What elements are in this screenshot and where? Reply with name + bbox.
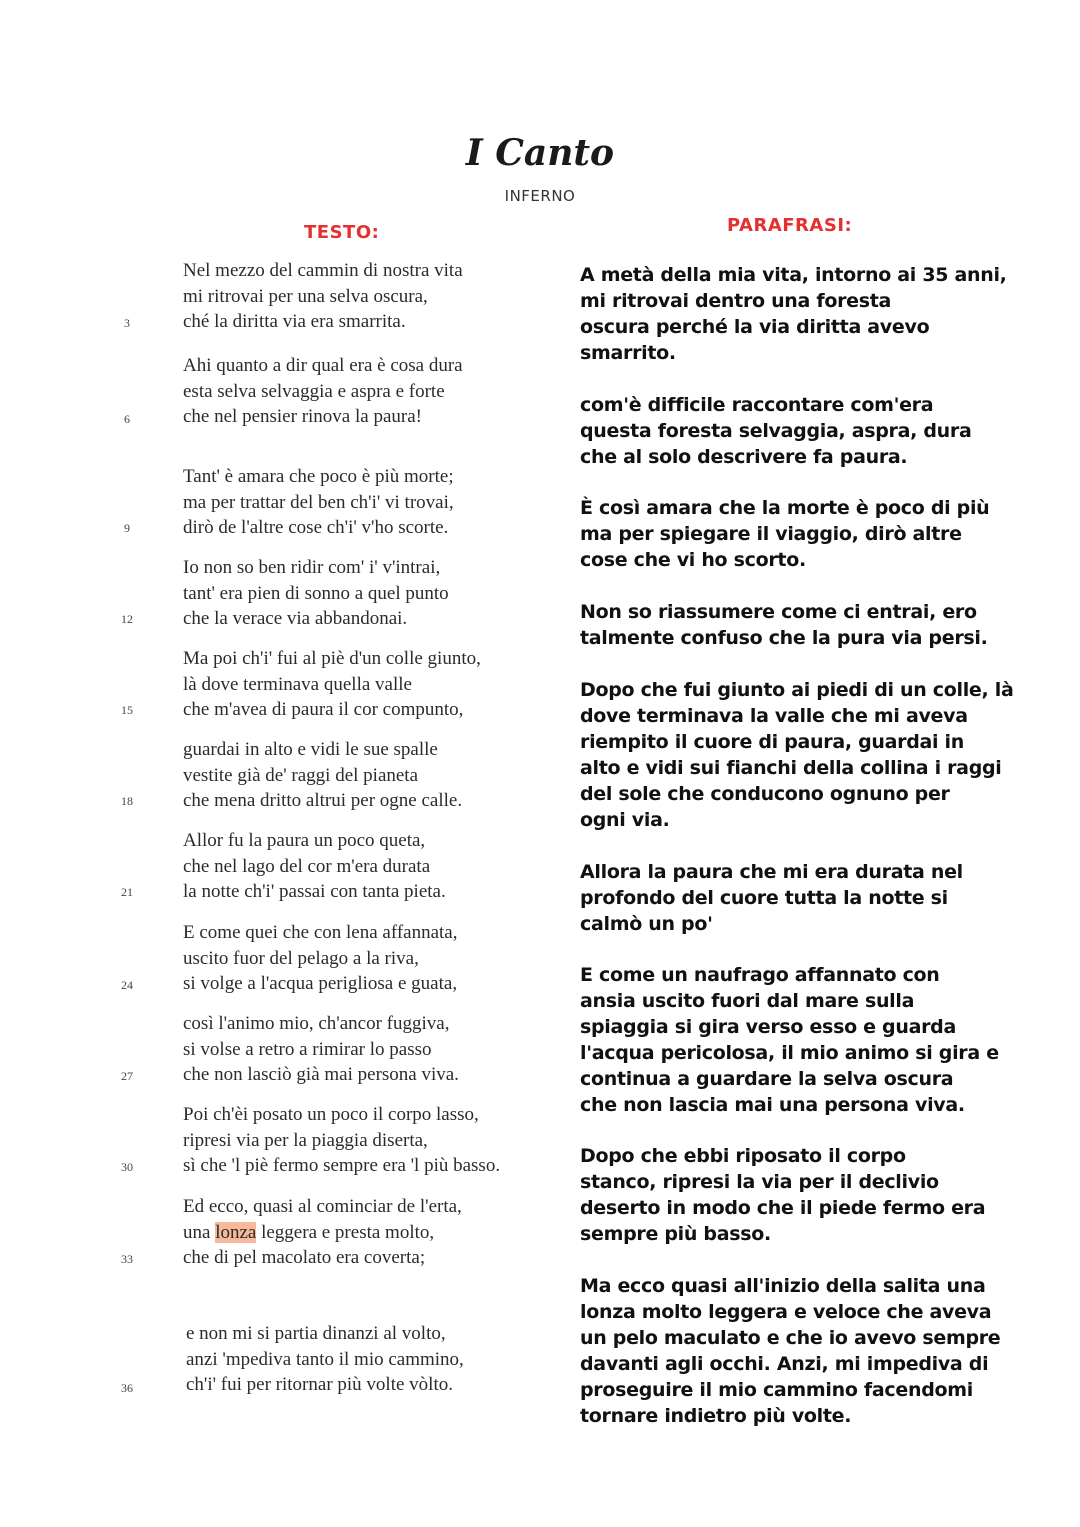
verse-line: ripresi via per la piaggia diserta,	[183, 1129, 428, 1151]
verse-line: guardai in alto e vidi le sue spalle	[183, 739, 438, 760]
paraphrase-line: stanco, ripresi la via per il declivio	[580, 1171, 939, 1193]
paraphrase-block	[580, 495, 1020, 573]
paraphrase-line: E come un naufrago affannato con	[580, 964, 940, 986]
line-number: 9	[124, 521, 130, 535]
verse-line: che m'avea di paura il cor compunto,	[183, 699, 464, 720]
paraphrase-block	[580, 962, 1020, 1118]
verse-line: si volse a retro a rimirar lo passo	[183, 1038, 432, 1060]
verse-line: E come quei che con lena affannata,	[183, 922, 458, 943]
page-title: I Canto	[465, 132, 615, 174]
verse-line: Tant' è amara che poco è più morte;	[183, 466, 454, 487]
verse-line	[183, 1220, 563, 1246]
paraphrase-block	[580, 677, 1020, 833]
verse-rest: leggera e presta molto,	[261, 1221, 435, 1243]
line-number: 21	[121, 885, 133, 899]
verse-line: così l'animo mio, ch'ancor fuggiva,	[183, 1013, 450, 1034]
line-number: 36	[121, 1381, 133, 1395]
tercet	[183, 258, 563, 335]
line-number: 30	[121, 1160, 133, 1174]
paraphrase-line: davanti agli occhi. Anzi, mi impediva di	[580, 1353, 989, 1375]
tercet	[183, 646, 563, 723]
line-number: 15	[121, 703, 133, 717]
paraphrase-line: cose che vi ho scorto.	[580, 549, 806, 571]
paraphrase-line: proseguire il mio cammino facendomi	[580, 1379, 973, 1401]
verse-line: ma per trattar del ben ch'i' vi trovai,	[183, 491, 454, 513]
tercet	[186, 1321, 566, 1398]
verse-line: Ed ecco, quasi al cominciar de l'erta,	[183, 1196, 462, 1217]
verse-line: Io non so ben ridir com' i' v'intrai,	[183, 557, 441, 578]
tercet	[183, 353, 563, 430]
paraphrase-line: mi ritrovai dentro una foresta	[580, 290, 892, 312]
verse-line: che nel pensier rinova la paura!	[183, 406, 422, 427]
paraphrase-line: un pelo maculato e che io avevo sempre	[580, 1327, 1001, 1349]
verse-line: Ma poi ch'i' fui al piè d'un colle giunto,	[183, 648, 481, 669]
paraphrase-line: smarrito.	[580, 342, 676, 364]
paraphrase-line: Non so riassumere come ci entrai, ero	[580, 601, 977, 623]
text-column-heading: TESTO:	[304, 222, 380, 243]
paraphrase-block	[580, 1143, 1020, 1247]
paraphrase-line: alto e vidi sui fianchi della collina i raggi	[580, 757, 1002, 779]
paraphrase-block	[580, 859, 1020, 937]
paraphrase-line: dove terminava la valle che mi aveva	[580, 705, 968, 727]
paraphrase-block	[580, 392, 1020, 470]
paraphrase-line: l'acqua pericolosa, il mio animo si gira e	[580, 1042, 999, 1064]
verse-line: ch'i' fui per ritornar più volte vòlto.	[186, 1374, 453, 1395]
paraphrase-line: questa foresta selvaggia, aspra, dura	[580, 420, 972, 442]
verse-line: si volge a l'acqua perigliosa e guata,	[183, 973, 458, 994]
tercet	[183, 1194, 563, 1271]
verse-line: esta selva selvaggia e aspra e forte	[183, 380, 445, 402]
paraphrase-line: profondo del cuore tutta la notte si	[580, 887, 948, 909]
verse-line: là dove terminava quella valle	[183, 673, 412, 695]
verse-line: mi ritrovai per una selva oscura,	[183, 285, 428, 307]
tercet	[183, 828, 563, 905]
paraphrase-line: riempito il cuore di paura, guardai in	[580, 731, 964, 753]
tercet	[183, 920, 563, 997]
paraphrase-line: continua a guardare la selva oscura	[580, 1068, 954, 1090]
verse-line: tant' era pien di sonno a quel punto	[183, 582, 449, 604]
tercet	[183, 555, 563, 632]
tercet	[183, 737, 563, 814]
paraphrase-line: calmò un po'	[580, 913, 713, 935]
paraphrase-line: deserto in modo che il piede fermo era	[580, 1197, 986, 1219]
line-number: 24	[121, 978, 133, 992]
verse-line: uscito fuor del pelago a la riva,	[183, 947, 419, 969]
verse-line: dirò de l'altre cose ch'i' v'ho scorte.	[183, 517, 449, 538]
verse-line: che di pel macolato era coverta;	[183, 1247, 426, 1268]
verse-line: anzi 'mpediva tanto il mio cammino,	[186, 1348, 464, 1370]
verse-line: Nel mezzo del cammin di nostra vita	[183, 260, 463, 281]
paraphrase-line: ma per spiegare il viaggio, dirò altre	[580, 523, 962, 545]
highlighted-word: lonza	[215, 1221, 257, 1243]
paraphrase-line: oscura perché la via diritta avevo	[580, 316, 930, 338]
tercet	[183, 1102, 563, 1179]
paraphrase-block	[580, 1273, 1020, 1429]
verse-line: che mena dritto altrui per ogne calle.	[183, 790, 463, 811]
line-number: 3	[124, 316, 130, 330]
paraphrase-line: È così amara che la morte è poco di più	[580, 497, 990, 519]
paraphrase-line: lonza molto leggera e veloce che aveva	[580, 1301, 992, 1323]
paraphrase-column-heading: PARAFRASI:	[727, 215, 853, 236]
tercet	[183, 464, 563, 541]
paraphrase-line: ogni via.	[580, 809, 670, 831]
verse-prefix: una	[183, 1221, 216, 1243]
verse-line: Poi ch'èi posato un poco il corpo lasso,	[183, 1104, 479, 1125]
tercet	[183, 1011, 563, 1088]
verse-line: che non lasciò già mai persona viva.	[183, 1064, 459, 1085]
verse-line: che la verace via abbandonai.	[183, 608, 408, 629]
paraphrase-line: Dopo che ebbi riposato il corpo	[580, 1145, 906, 1167]
paraphrase-line: talmente confuso che la pura via persi.	[580, 627, 988, 649]
paraphrase-line: che non lascia mai una persona viva.	[580, 1094, 965, 1116]
verse-line: la notte ch'i' passai con tanta pieta.	[183, 881, 446, 902]
paraphrase-line: tornare indietro più volte.	[580, 1405, 852, 1427]
verse-line: che nel lago del cor m'era durata	[183, 855, 431, 877]
paraphrase-line: sempre più basso.	[580, 1223, 771, 1245]
verse-line: Allor fu la paura un poco queta,	[183, 830, 426, 851]
verse-line: sì che 'l piè fermo sempre era 'l più basso.	[183, 1155, 501, 1176]
line-number: 12	[121, 612, 133, 626]
paraphrase-line: ansia uscito fuori dal mare sulla	[580, 990, 915, 1012]
paraphrase-block	[580, 599, 1020, 651]
paraphrase-line: del sole che conducono ognuno per	[580, 783, 950, 805]
paraphrase-line: com'è difficile raccontare com'era	[580, 394, 934, 416]
paraphrase-line: A metà della mia vita, intorno ai 35 anni,	[580, 264, 1007, 286]
line-number: 6	[124, 412, 130, 426]
paraphrase-line: Dopo che fui giunto ai piedi di un colle, là	[580, 679, 1014, 701]
verse-line: e non mi si partia dinanzi al volto,	[186, 1323, 446, 1344]
line-number: 18	[121, 794, 133, 808]
paraphrase-line: Ma ecco quasi all'inizio della salita una	[580, 1275, 986, 1297]
paraphrase-line: spiaggia si gira verso esso e guarda	[580, 1016, 956, 1038]
paraphrase-block	[580, 262, 1020, 366]
paraphrase-line: che al solo descrivere fa paura.	[580, 446, 908, 468]
verse-line: vestite già de' raggi del pianeta	[183, 764, 419, 786]
verse-line: ché la diritta via era smarrita.	[183, 311, 406, 332]
page-subtitle: INFERNO	[504, 187, 576, 205]
paraphrase-line: Allora la paura che mi era durata nel	[580, 861, 963, 883]
verse-line: Ahi quanto a dir qual era è cosa dura	[183, 355, 463, 376]
line-number: 33	[121, 1252, 133, 1266]
line-number: 27	[121, 1069, 133, 1083]
